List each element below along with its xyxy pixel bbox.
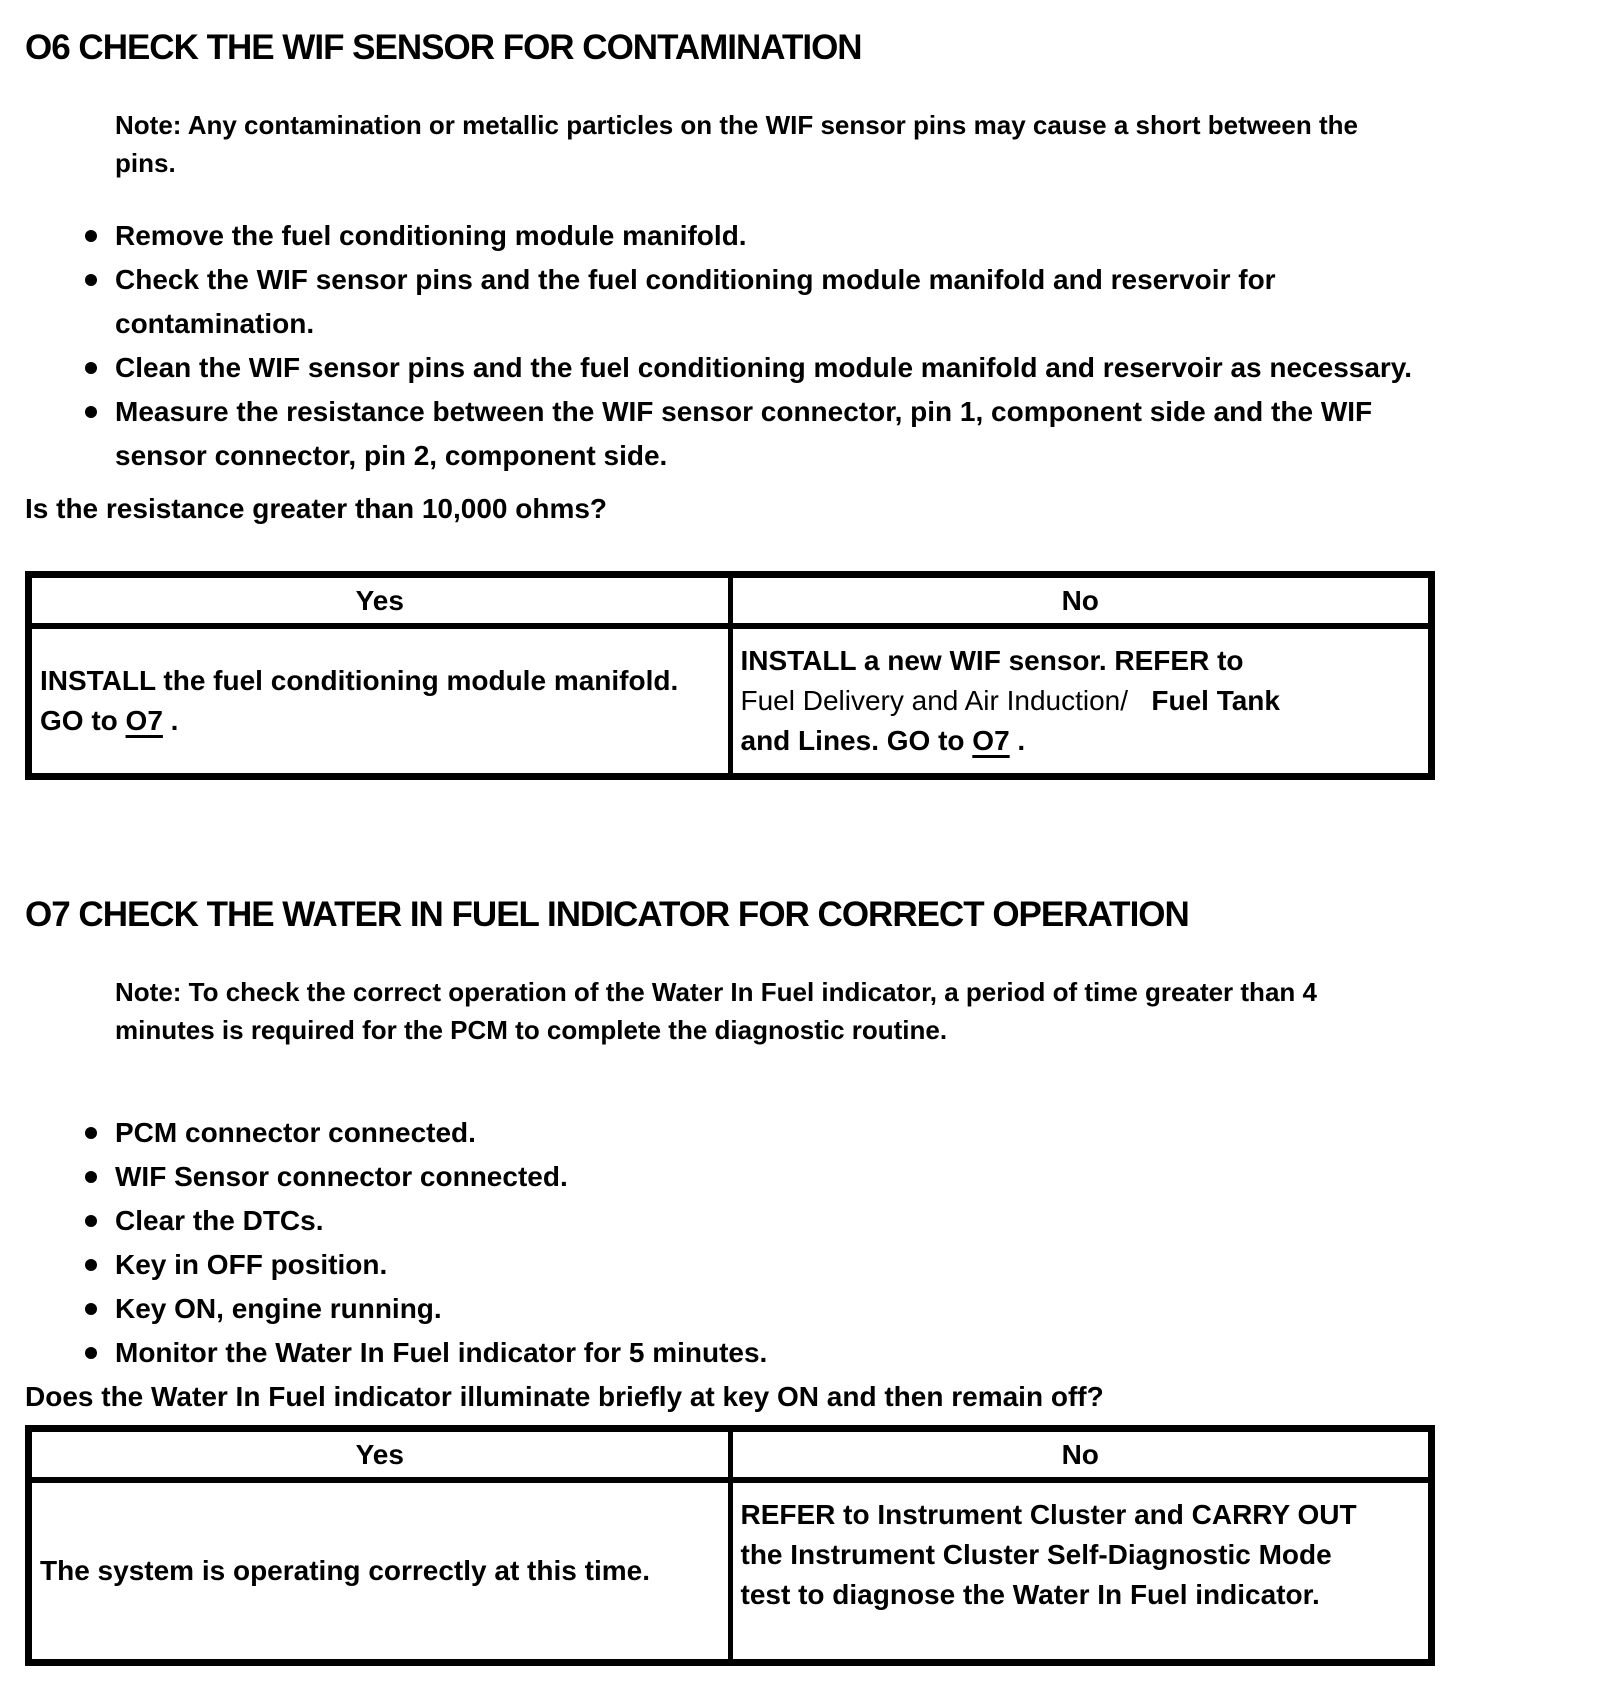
text-segment: Monitor the Water In Fuel indicator for 5 minutes.: [115, 1337, 768, 1368]
table-row: [29, 1480, 1432, 1663]
section-o6-bullet-list: [25, 214, 1475, 478]
text-segment: contamination.: [115, 308, 315, 339]
text-segment: Check the WIF sensor pins and the fuel conditioning module manifold and reservoir for: [115, 264, 1276, 295]
list-item-text: [115, 220, 747, 251]
text-segment: Measure the resistance between the WIF sensor connector, pin 1, component side and the WIF: [115, 396, 1373, 427]
section-o7-heading: O7 CHECK THE WATER IN FUEL INDICATOR FOR CORRECT OPERATION: [25, 895, 1189, 934]
column-header-no: No: [730, 1429, 1432, 1481]
no-action-cell: [730, 626, 1432, 777]
list-item: [25, 1331, 1475, 1375]
section-o7: [25, 895, 1475, 1666]
list-item: [25, 1111, 1475, 1155]
list-item: [25, 214, 1475, 258]
text-segment: REFER to Instrument Cluster and CARRY OUT: [740, 1499, 1357, 1530]
text-segment: Key ON, engine running.: [115, 1293, 442, 1324]
column-header-yes: Yes: [29, 1429, 731, 1481]
list-item: [25, 1287, 1475, 1331]
column-header-yes: Yes: [29, 575, 731, 627]
section-o6: [25, 28, 1475, 780]
section-o7-note: [115, 973, 1475, 1049]
section-o6-note: [115, 106, 1475, 182]
bullet-icon: [85, 362, 97, 374]
section-o6-question: Is the resistance greater than 10,000 ohms?: [25, 493, 608, 524]
bullet-icon: [85, 1347, 97, 1359]
yes-result-cell: [29, 1480, 731, 1663]
bullet-icon: [85, 1303, 97, 1315]
section-o7-question: Does the Water In Fuel indicator illuminate briefly at key ON and then remain off?: [25, 1381, 1104, 1412]
bullet-icon: [85, 1259, 97, 1271]
link-O7[interactable]: O7: [125, 705, 163, 736]
list-item: [25, 1155, 1475, 1199]
list-item-text: [115, 1117, 476, 1148]
text-segment: WIF Sensor connector connected.: [115, 1161, 568, 1192]
text-segment: pins.: [115, 148, 176, 178]
section-o7-bullet-list: [25, 1111, 1475, 1375]
table-header-row: [29, 575, 1432, 627]
text-segment: the Instrument Cluster Self-Diagnostic Mode: [740, 1539, 1332, 1570]
text-segment: Fuel Delivery and Air Induction/: [740, 685, 1129, 716]
text-segment: and Lines. GO to: [740, 725, 973, 756]
list-item-text: [115, 352, 1412, 383]
bullet-icon: [85, 274, 97, 286]
text-segment: Note: Any contamination or metallic particles on the WIF sensor pins may cause a short between the: [115, 110, 1358, 140]
list-item: [25, 1199, 1475, 1243]
text-segment: Clear the DTCs.: [115, 1205, 324, 1236]
text-segment: .: [1009, 725, 1026, 756]
list-item-text: [115, 1293, 442, 1324]
bullet-icon: [85, 1127, 97, 1139]
yes-action-cell: [29, 626, 731, 777]
list-item: [25, 390, 1475, 478]
list-item-text: [115, 1205, 324, 1236]
column-header-no: No: [730, 575, 1432, 627]
text-segment: INSTALL a new WIF sensor. REFER to: [740, 645, 1244, 676]
list-item-text: [115, 1337, 767, 1368]
no-action-cell: [730, 1480, 1432, 1663]
list-item-text: [115, 264, 1276, 339]
text-segment: minutes is required for the PCM to complete the diagnostic routine.: [115, 1015, 948, 1045]
list-item-text: [115, 396, 1372, 471]
bullet-icon: [85, 406, 97, 418]
text-segment: GO to: [40, 705, 126, 736]
text-segment: sensor connector, pin 2, component side.: [115, 440, 668, 471]
text-segment: .: [162, 705, 179, 736]
decision-table-o7: [25, 1425, 1435, 1666]
list-item: [25, 258, 1475, 346]
bullet-icon: [85, 1171, 97, 1183]
text-segment: Remove the fuel conditioning module manifold.: [115, 220, 747, 251]
list-item-text: [115, 1161, 568, 1192]
list-item-text: [115, 1249, 387, 1280]
text-segment: Fuel Tank: [1128, 685, 1280, 716]
list-item: [25, 346, 1475, 390]
link-O7[interactable]: O7: [972, 725, 1010, 756]
bullet-icon: [85, 230, 97, 242]
text-segment: The system is operating correctly at this time.: [40, 1555, 650, 1586]
list-item: [25, 1243, 1475, 1287]
text-segment: Note: To check the correct operation of the Water In Fuel indicator, a period of time greater than 4: [115, 977, 1317, 1007]
text-segment: Key in OFF position.: [115, 1249, 388, 1280]
section-o6-heading: O6 CHECK THE WIF SENSOR FOR CONTAMINATION: [25, 28, 862, 67]
text-segment: test to diagnose the Water In Fuel indicator.: [740, 1579, 1320, 1610]
text-segment: Clean the WIF sensor pins and the fuel conditioning module manifold and reservoir as necessary.: [115, 352, 1413, 383]
table-header-row: [29, 1429, 1432, 1481]
text-segment: PCM connector connected.: [115, 1117, 476, 1148]
decision-table-o6: [25, 571, 1435, 780]
bullet-icon: [85, 1215, 97, 1227]
text-segment: INSTALL the fuel conditioning module manifold.: [40, 665, 679, 696]
table-row: [29, 626, 1432, 777]
